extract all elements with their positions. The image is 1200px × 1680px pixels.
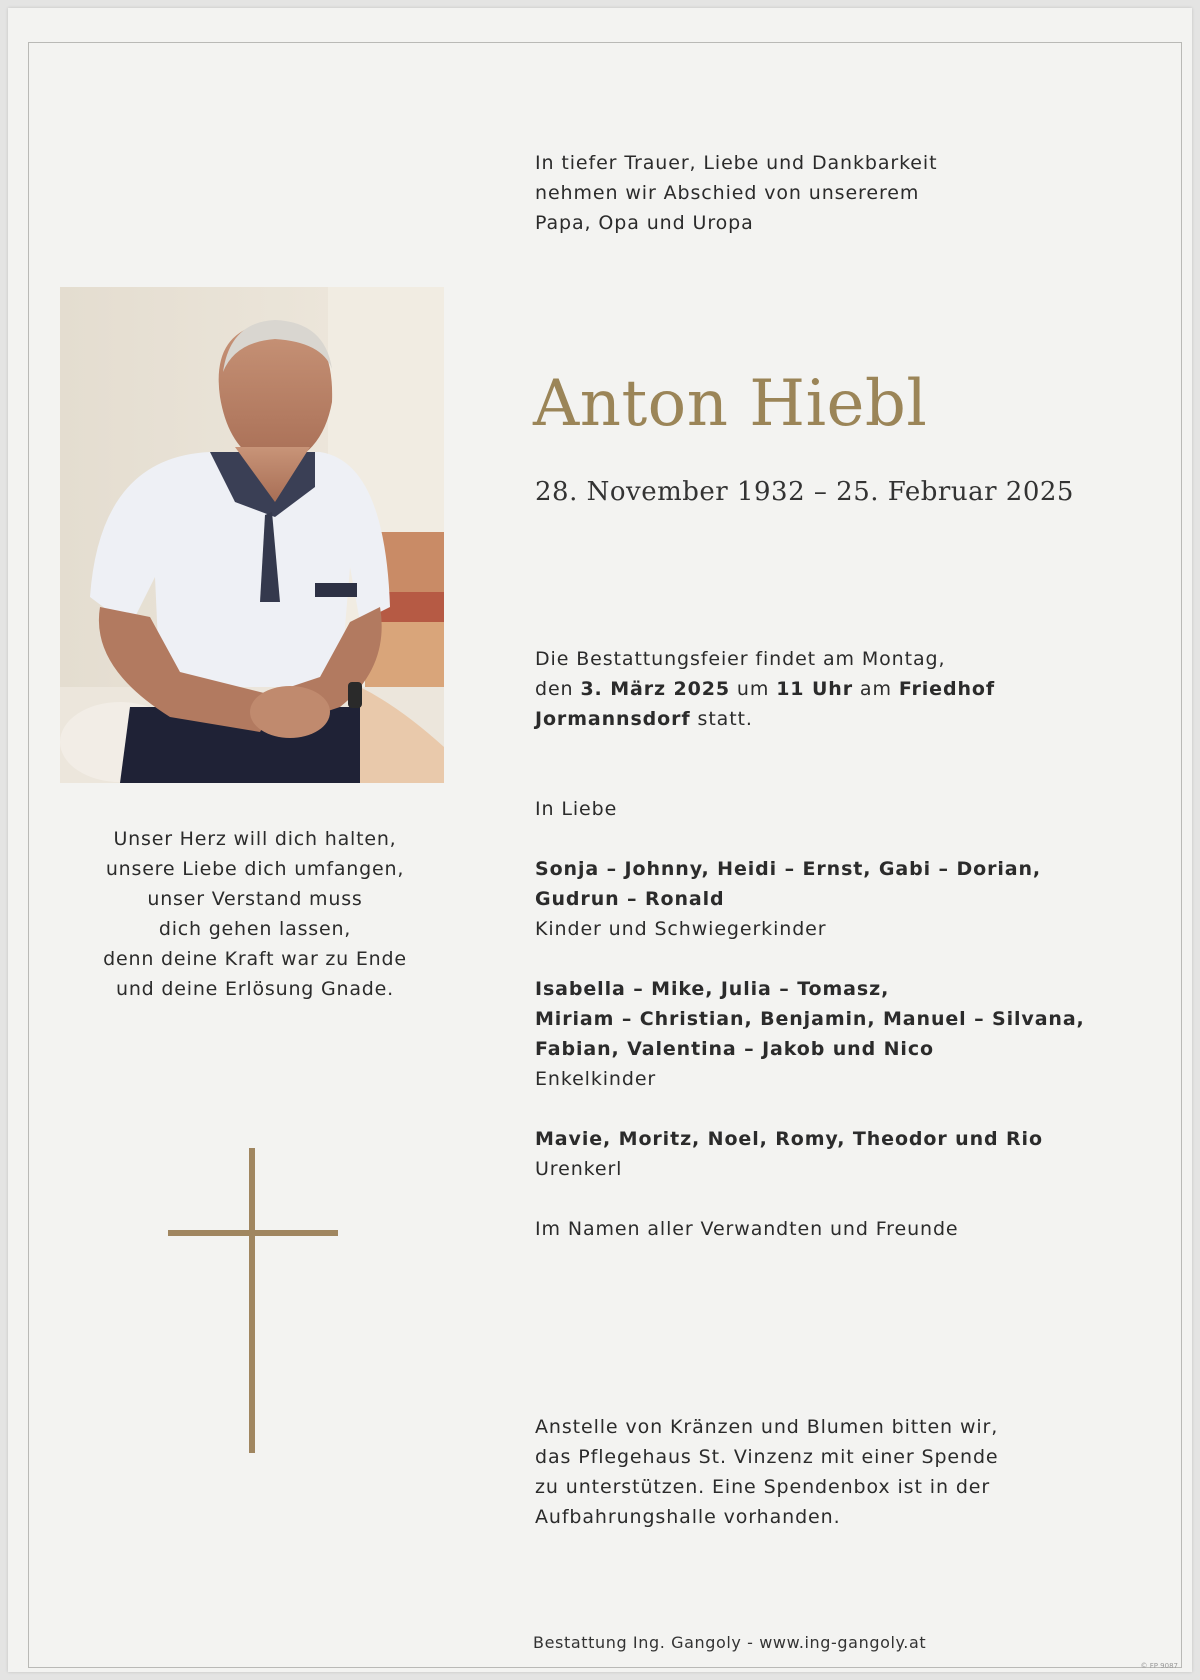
grandchildren-names: Isabella – Mike, Julia – Tomasz, Miriam – Christian, Benjamin, Manuel – Silvana, Fabian, Valentina – Jakob und Nico xyxy=(535,978,1085,1060)
ceremony-text: am xyxy=(852,678,899,700)
ceremony-date: 3. März 2025 xyxy=(580,678,730,700)
ceremony-place: Friedhof xyxy=(898,678,995,700)
ceremony-text: statt. xyxy=(690,708,753,730)
grandchildren-label: Enkelkinder xyxy=(535,1068,657,1090)
greatgrandchildren-label: Urenkerl xyxy=(535,1158,623,1180)
ceremony-info xyxy=(535,644,1095,734)
funeral-home-footer: Bestattung Ing. Gangoly - www.ing-gangoly.at xyxy=(533,1633,927,1652)
ceremony-text: um xyxy=(729,678,777,700)
children-label: Kinder und Schwiegerkinder xyxy=(535,918,827,940)
donation-note: Anstelle von Kränzen und Blumen bitten wir, das Pflegehaus St. Vinzenz mit einer Spende zu unterstützen. Eine Spendenbox ist in der Aufbahrungshalle vorhanden. xyxy=(535,1416,999,1528)
family-greeting: In Liebe xyxy=(535,798,618,820)
ceremony-place-name: Jormannsdorf xyxy=(535,708,691,730)
obituary-sheet xyxy=(8,8,1192,1672)
intro-text: In tiefer Trauer, Liebe und Dankbarkeit nehmen wir Abschied von unsererem Papa, Opa und Uropa xyxy=(535,152,938,234)
life-dates: 28. November 1932 – 25. Februar 2025 xyxy=(535,477,1074,507)
ceremony-time: 11 Uhr xyxy=(776,678,853,700)
family-list xyxy=(535,794,1135,1244)
greatgrandchildren-names: Mavie, Moritz, Noel, Romy, Theodor und Rio xyxy=(535,1128,1043,1150)
ceremony-line-1: Die Bestattungsfeier findet am Montag, xyxy=(535,648,946,670)
portrait-photo xyxy=(60,287,444,783)
deceased-name: Anton Hiebl xyxy=(533,367,928,441)
ceremony-text: den xyxy=(535,678,581,700)
poem: Unser Herz will dich halten, unsere Liebe dich umfangen, unser Verstand muss dich gehen lassen, denn deine Kraft war zu Ende und deine Erlösung Gnade. xyxy=(103,828,407,1000)
children-names: Sonja – Johnny, Heidi – Ernst, Gabi – Dorian, Gudrun – Ronald xyxy=(535,858,1042,910)
closing-line: Im Namen aller Verwandten und Freunde xyxy=(535,1218,959,1240)
print-code: © FP 9087 xyxy=(1140,1662,1178,1670)
cross-icon xyxy=(168,1148,338,1453)
